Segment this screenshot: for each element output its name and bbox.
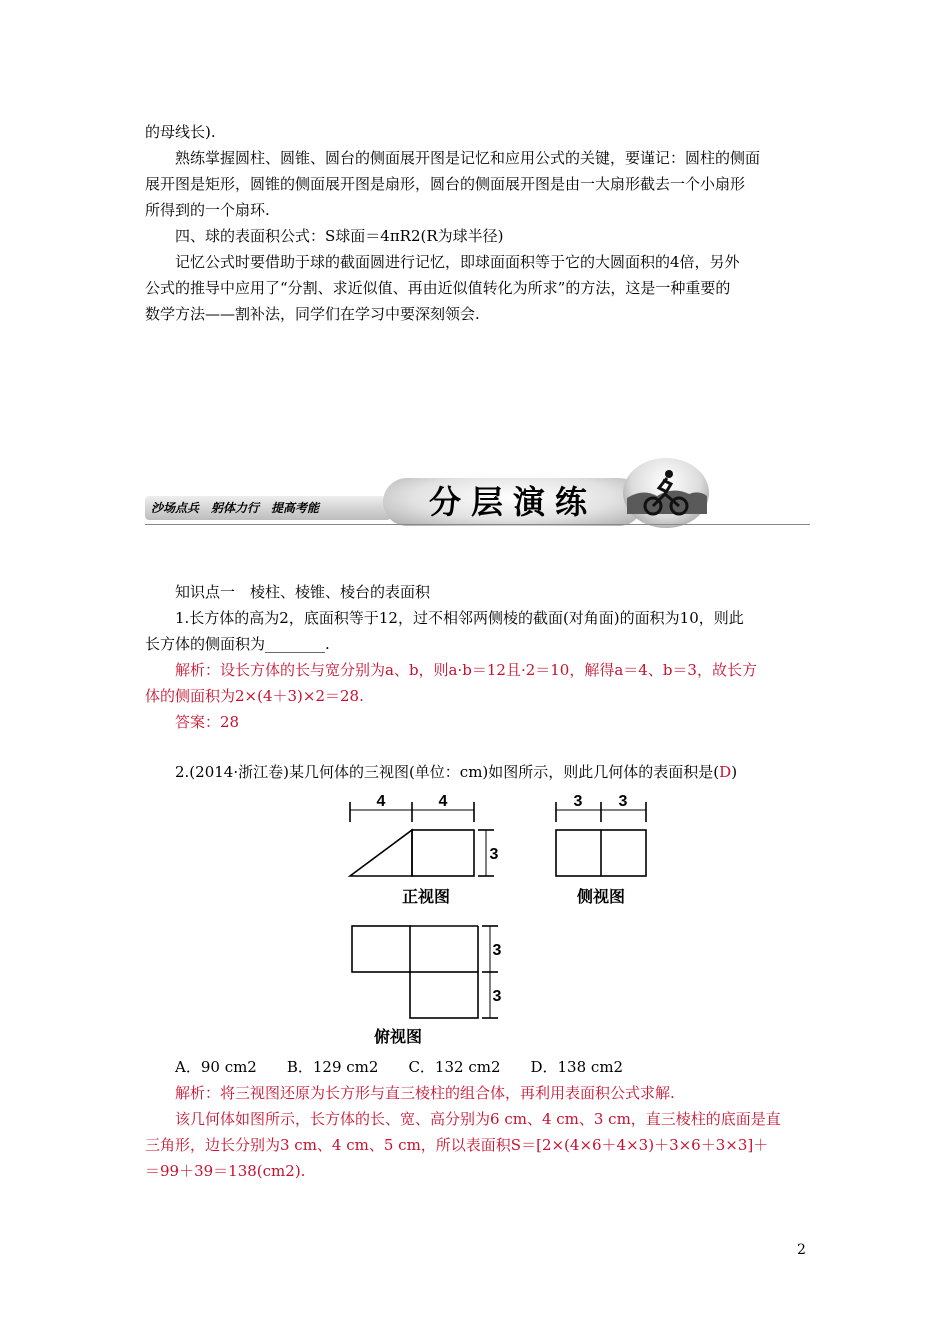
q2-solution-line-3: 三角形，边长分别为3 cm、4 cm、5 cm，所以表面积S＝[2×(4×6＋4×3)＋3×6＋3×3]＋	[145, 1136, 769, 1154]
section-heading: 知识点一 棱柱、棱锥、棱台的表面积	[175, 583, 431, 601]
front-view-label: 正视图	[401, 889, 451, 906]
dim-side-b: 3	[618, 793, 628, 810]
q2-stem-text: 2.(2014·浙江卷)某几何体的三视图(单位：cm)如图所示，则此几何体的表面积是(	[175, 763, 720, 781]
side-view-label: 侧视图	[576, 889, 626, 906]
top-view-rect-lower	[410, 972, 478, 1018]
dim-top-a: 3	[492, 942, 502, 959]
top-view-label: 俯视图	[373, 1029, 423, 1046]
dim-front-h: 3	[489, 846, 499, 863]
three-view-figure	[330, 790, 670, 1055]
q2-stem	[175, 762, 810, 782]
cyclist-icon	[623, 458, 709, 528]
q2-solution-line-4: ＝99＋39＝138(cm2).	[145, 1162, 306, 1180]
q1-stem-line-1: 1.长方体的高为2，底面积等于12，过不相邻两侧棱的截面(对角面)的面积为10，则此	[175, 609, 744, 627]
intro-line-8: 数学方法——割补法，同学们在学习中要深刻领会.	[145, 305, 480, 323]
intro-line-3: 展开图是矩形，圆锥的侧面展开图是扇形，圆台的侧面展开图是由一大扇形截去一个小扇形	[145, 175, 746, 193]
dim-side-a: 3	[573, 793, 583, 810]
dim-top-b: 3	[492, 988, 502, 1005]
cyclist-badge	[623, 458, 709, 528]
dim-front-b: 4	[438, 793, 448, 810]
intro-line-4: 所得到的一个扇环.	[145, 201, 270, 219]
front-view-triangle	[350, 830, 412, 876]
q1-solution-line-1: 解析：设长方体的长与宽分别为a、b，则a·b＝12且·2＝10，解得a＝4、b＝3，故长方	[175, 661, 757, 679]
intro-line-6: 记忆公式时要借助于球的截面圆进行记忆，即球面面积等于它的大圆面积的4倍，另外	[175, 253, 740, 271]
banner-slogan: 沙场点兵 躬体力行 提高考能	[145, 496, 391, 520]
q2-options: A．90 cm2 B．129 cm2 C．132 cm2 D．138 cm2	[175, 1058, 624, 1076]
top-view-rect-upper	[352, 926, 410, 972]
q2-stem-close: )	[731, 763, 738, 781]
q2-solution-line-2: 该几何体如图所示，长方体的长、宽、高分别为6 cm、4 cm、3 cm，直三棱柱的底面是直	[175, 1110, 781, 1128]
intro-line-2: 熟练掌握圆柱、圆锥、圆台的侧面展开图是记忆和应用公式的关键，要谨记：圆柱的侧面	[175, 149, 761, 167]
intro-line-1: 的母线长).	[145, 123, 216, 141]
q2-answer-letter: D	[719, 763, 732, 781]
section-banner	[145, 458, 810, 530]
q1-answer: 答案：28	[175, 713, 240, 731]
dim-front-a: 4	[376, 793, 386, 810]
q1-stem-line-2: 长方体的侧面积为________.	[145, 635, 330, 653]
q2-solution-line-1: 解析：将三视图还原为长方形与直三棱柱的组合体，再利用表面积公式求解.	[175, 1084, 675, 1102]
sphere-formula-line: 四、球的表面积公式：S球面＝4πR2(R为球半径)	[175, 227, 504, 245]
q1-solution-line-2: 体的侧面积为2×(4＋3)×2＝28.	[145, 687, 364, 705]
banner-divider	[145, 524, 810, 525]
front-view-rect	[412, 830, 474, 876]
intro-line-7: 公式的推导中应用了“分割、求近似值、再由近似值转化为所求”的方法，这是一种重要的	[145, 279, 731, 297]
banner-title: 分层演练	[383, 478, 643, 526]
page-number: 2	[797, 1242, 806, 1258]
